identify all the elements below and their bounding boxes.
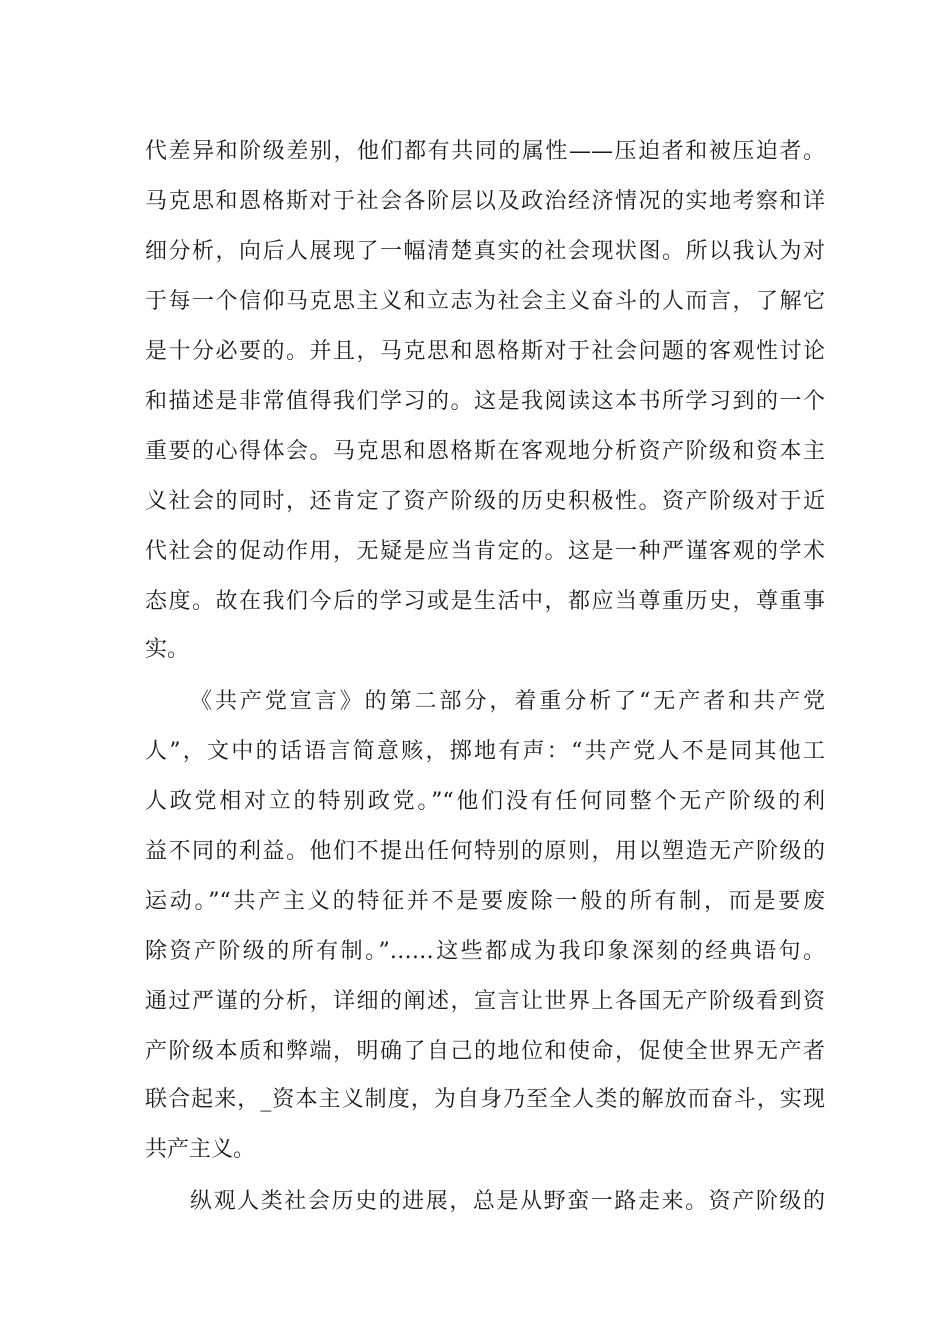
paragraph-line: 和描述是非常值得我们学习的。这是我阅读这本书所学习到的一个 — [145, 389, 825, 414]
paragraph-line: 《共产党宣言》的第二部分，着重分析了“无产者和共产党 — [190, 689, 825, 714]
paragraph-line: 义社会的同时，还肯定了资产阶级的历史积极性。资产阶级对于近 — [145, 489, 825, 514]
paragraph-line: 马克思和恩格斯对于社会各阶层以及政治经济情况的实地考察和详 — [145, 189, 825, 214]
paragraph-line: 通过严谨的分析，详细的阐述，宣言让世界上各国无产阶级看到资 — [145, 989, 825, 1014]
paragraph-line: 重要的心得体会。马克思和恩格斯在客观地分析资产阶级和资本主 — [145, 439, 825, 464]
paragraph-line: 于每一个信仰马克思主义和立志为社会主义奋斗的人而言，了解它 — [145, 289, 825, 314]
paragraph-line: 产阶级本质和弊端，明确了自己的地位和使命，促使全世界无产者 — [145, 1039, 825, 1064]
paragraph-line: 态度。故在我们今后的学习或是生活中，都应当尊重历史，尊重事 — [145, 589, 825, 614]
paragraph-line: 联合起来，_资本主义制度，为自身乃至全人类的解放而奋斗，实现 — [145, 1087, 825, 1112]
paragraph-line: 人”，文中的话语言简意赅，掷地有声：“共产党人不是同其他工 — [145, 739, 825, 764]
paragraph-line: 是十分必要的。并且，马克思和恩格斯对于社会问题的客观性讨论 — [145, 339, 825, 364]
paragraph-line: 除资产阶级的所有制。”……这些都成为我印象深刻的经典语句。 — [145, 939, 825, 964]
paragraph-line: 细分析，向后人展现了一幅清楚真实的社会现状图。所以我认为对 — [145, 239, 825, 264]
paragraph-line: 共产主义。 — [145, 1137, 256, 1162]
paragraph-line: 运动。”“共产主义的特征并不是要废除一般的所有制，而是要废 — [145, 889, 825, 914]
paragraph-line: 代差异和阶级差别，他们都有共同的属性——压迫者和被压迫者。 — [145, 139, 825, 164]
paragraph-line: 代社会的促动作用，无疑是应当肯定的。这是一种严谨客观的学术 — [145, 539, 825, 564]
paragraph-line: 人政党相对立的特别政党。”“他们没有任何同整个无产阶级的利 — [145, 789, 825, 814]
paragraph-line: 纵观人类社会历史的进展，总是从野蛮一路走来。资产阶级的 — [190, 1189, 825, 1214]
paragraph-line: 益不同的利益。他们不提出任何特别的原则，用以塑造无产阶级的 — [145, 839, 825, 864]
paragraph-line: 实。 — [145, 637, 190, 662]
